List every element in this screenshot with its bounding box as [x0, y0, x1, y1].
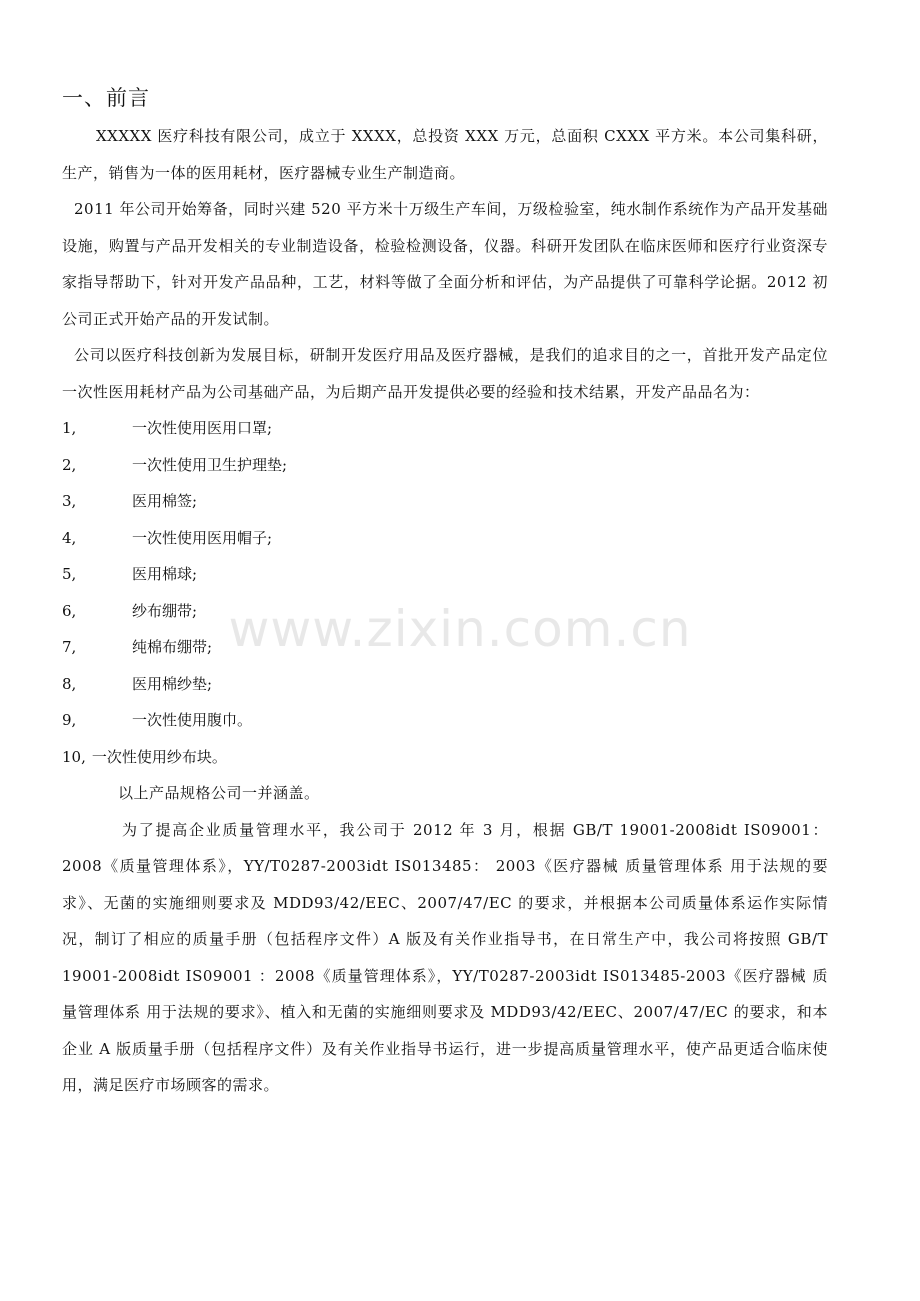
list-item-name: 一次性使用医用口罩; — [132, 419, 273, 437]
list-item — [62, 666, 828, 703]
list-item — [62, 410, 828, 447]
list-item-number: 2, — [62, 455, 77, 474]
product-list — [62, 410, 828, 775]
document-page — [62, 82, 828, 1104]
list-item — [62, 483, 828, 520]
list-item — [62, 593, 828, 630]
list-item-number: 5, — [62, 565, 77, 583]
list-item — [62, 447, 828, 484]
history-paragraph: 2011 年公司开始筹备，同时兴建 520 平方米十万级生产车间，万级检验室，纯水制作系统作为产品开发基础设施，购置与产品开发相关的专业制造设备，检验检测设备，仪器。科研开发团队在临床医师和医疗行业资深专家指导帮助下，针对开发产品品种，工艺，材料等做了全面分析和评估，为产品提供了可靠科学论据。2012 初公司正式开始产品的开发试制。 — [62, 200, 828, 328]
coverage-note: 以上产品规格公司一并涵盖。 — [118, 784, 320, 802]
list-item-name: 一次性使用纱布块。 — [91, 747, 227, 766]
list-item — [62, 520, 828, 557]
goals-paragraph: 公司以医疗科技创新为发展目标，研制开发医疗用品及医疗器械，是我们的追求目的之一，首批开发产品定位一次性医用耗材产品为公司基础产品，为后期产品开发提供必要的经验和技术结累，开发产品品名为： — [62, 346, 828, 401]
list-item — [62, 629, 828, 666]
intro-paragraph: XXXXX 医疗科技有限公司，成立于 XXXX，总投资 XXX 万元，总面积 CXXX 平方米。本公司集科研，生产，销售为一体的医用耗材，医疗器械专业生产制造商。 — [62, 127, 828, 182]
list-item-number: 1, — [62, 419, 77, 437]
list-item-number: 6, — [62, 601, 77, 620]
list-item-number: 8, — [62, 674, 77, 693]
list-item-name: 医用棉签; — [132, 492, 198, 510]
list-item-number: 3, — [62, 492, 77, 510]
list-item — [62, 702, 828, 739]
list-item — [62, 556, 828, 593]
list-item-name: 一次性使用卫生护理垫; — [132, 455, 288, 474]
list-item-number: 4, — [62, 528, 77, 547]
list-item-name: 医用棉球; — [132, 565, 198, 583]
list-item-number: 7, — [62, 638, 77, 656]
list-item — [62, 739, 828, 776]
quality-paragraph: 为了提高企业质量管理水平，我公司于 2012 年 3 月，根据 GB/T 19001-2008idt IS09001：2008《质量管理体系》，YY/T0287-2003idt IS013485： 2003《医疗器械 质量管理体系 用于法规的要求》、无菌的实施细则要求及 MDD93/42/EEC、2007/47/EC 的要求，并根据本公司质量体系运作实际情况，制订了相应的质量手册（包括程序文件）A 版及有关作业指导书，在日常生产中，我公司将按照 GB/T 19001-2008idt IS09001 ：2008《质量管理体系》，YY/T0287-2003idt IS013485-2003《医疗器械 质量管理体系 用于法规的要求》、植入和无菌的实施细则要求及 MDD93/42/EEC、2007/47/EC 的要求，和本企业 A 版质量手册（包括程序文件）及有关作业指导书运行，进一步提高质量管理水平，使产品更适合临床使用，满足医疗市场顾客的需求。 — [62, 820, 828, 1094]
list-item-name: 纯棉布绷带; — [132, 638, 213, 656]
list-item-name: 一次性使用医用帽子; — [132, 528, 273, 547]
list-item-name: 医用棉纱垫; — [132, 674, 213, 693]
list-item-number: 9, — [62, 711, 77, 729]
list-item-name: 纱布绷带; — [132, 601, 198, 620]
watermark: www.zixin.com.cn — [228, 600, 692, 658]
list-item-name: 一次性使用腹巾。 — [132, 711, 253, 729]
list-item-number: 10, — [62, 747, 86, 766]
section-heading: 一、前言 — [62, 86, 150, 110]
